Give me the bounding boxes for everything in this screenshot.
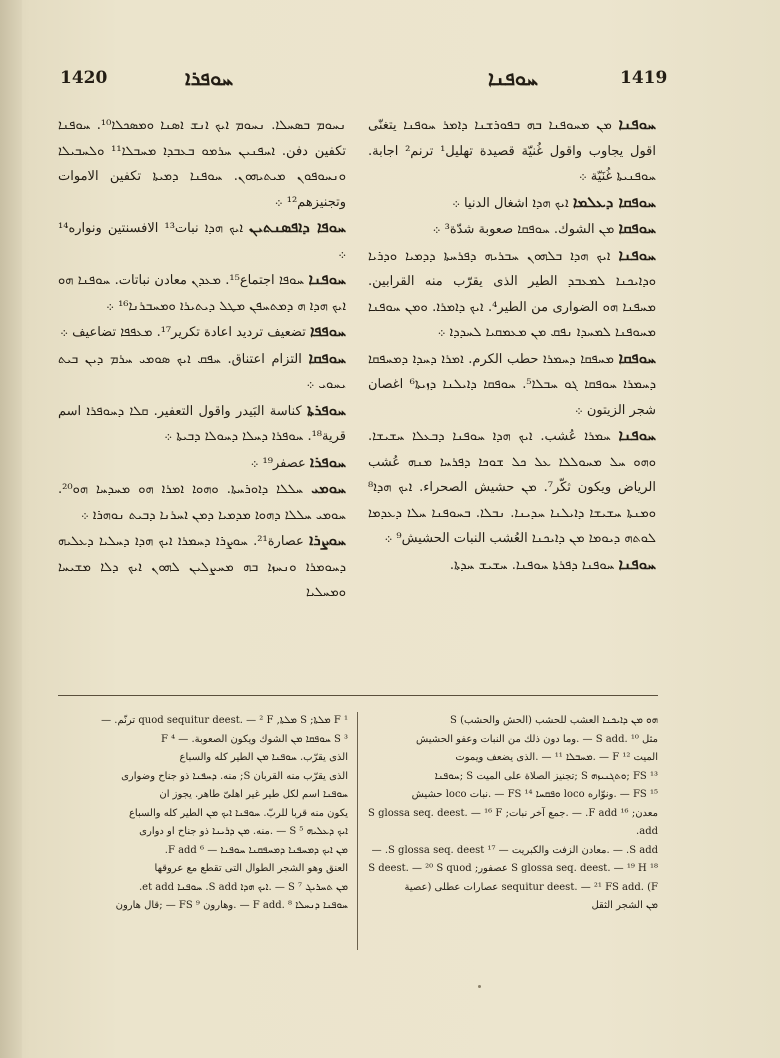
footnotes-right [368,712,658,916]
entry-text: كناسة البَيدر واقول التعفير. ܩܠܐ ܕܚܘܦܪܐ اسم قرية¹⁸. ܚܘܦܪܐ ܕܚܠܐ ܕܚܘܠܐ ܕܒܝܬܐ ܀ [58,403,346,444]
dictionary-entry [58,319,346,346]
dictionary-entry [368,423,656,552]
dictionary-entry [368,552,656,579]
entry-headword: ܚܘܦܢܐ [618,115,656,133]
footnote-line: ܐܝܟ ܕܥܠܝܗ S ⁵ — .منه. ܡܢ ܕܪܝܢܐ ذو جناح او دوارى [139,826,348,837]
dictionary-entry [368,346,656,424]
dictionary-entry [368,243,656,346]
footnote-line: الميت F ¹² — .ܡܚܒܠܐ ¹¹ — .الذى يضعف ويموت [455,752,658,763]
entry-text: ܚܠܠܐ ܕܐܘܪܚܬܐ. ܘܗܘܐ ܐܡܪܐ ܗܘ ܡܚܕܚܐ ܗܘ²⁰. ܚܘܡܝ ܚܠܠܐ ܕܗܘܐ ܡܕܡܝܐ ܕܡܢ ܐܚܪܢܐ ܕܒܝܬ ܢܘܗܪܐ ܀ [58,482,346,523]
entry-text: ܚܘܦܐ اجتماع¹⁵. ܡܥܕܢ معادن نباتات. ܚܘܦܢܐ ܗܘ ܐܝܟ ܗܕܐ ܗ ܕܡܬܚܦܢ ܡܛܠ ܕܝܬܝܪܐ ܘܡܚܒܪܢܐ¹⁶ ܀ [58,273,346,314]
dictionary-entry [58,215,346,267]
dictionary-entry [58,112,346,215]
entry-text: ܐܝܟ ܗܕܐ نبات¹³ الافسنتين ونواره¹⁴ ܀ [58,221,346,262]
dictionary-entry [368,112,656,190]
right-page-number: 1419 [620,68,668,88]
entry-headword: ܚܘܦܩܐ [308,348,346,367]
left-page-number: 1420 [60,68,108,88]
entry-headword: ܚܘܦܪܐ [309,452,346,471]
footnote-rule [58,695,658,696]
entry-text: عصارة²¹. ܚܘܨܪܐ ܕܚܡܪܐ ܐܝܟ ܗܕܐ ܕܚܠܝܐ ܕܥܠܝܗ ܕܚܘܡܪܐ ܘܢܚܙܐ ܒܗ ܡܚܨܠܝܢ ܠܗܘܢ ܐܝܟ ܕܠܐ ܡܫܝܚܐ ܘܡܚܠܝܐ [58,534,346,600]
entry-text: ܚܡܪܐ عُشب. ܐܝܟ ܗܕܐ ܚܘܦܢܐ ܕܒܥܠܐ ܚܫܝܫܐ. ܘܗܘ ܚܠ ܡܚܘܠܠܐ ܥܠ ܟܠ ܫܘܟܐ ܕܦܪܚܐ ܡܢܗ عُشب الرياض ويكون ثكّر⁷. ܡܢ حشيش الصحراء. ܐܝܟ ܗܕܐ⁸ ܘܡܢܬܐ ܚܫܝܫܐ ܕܐܝܠܢܐ ܚܕܝܢܐ. ܢܒܠܐ. ܒܚܘܦܢܐ ܚܠܐ ܕܥܕܡܐ ܠܘܬܗ ܕܝܘܡܐ ܡܢ ܕܐܝܟܢܐ العُشب النبات الحشيش⁹ ܀ [368,429,656,546]
footnote-line: ܡܢ ܐܝܟ ܕܡܚܦܢܐ ܕܡܚܦܩܢܐ ܚܘܦܢܐ — ⁶ F add. [164,844,348,856]
dictionary-entry [58,528,346,606]
footnote-line: الذى يقرّب. ܚܘܦܢܐ ܡܢ الطير كله والسباع [179,752,348,763]
dictionary-entry [58,450,346,477]
footnote-line: ܗܘ ܡܢ ܕܐܝܟܢܐ العشب للحشب (الحش والحشب) S [450,715,658,726]
entry-text: تضعيف ترديد اعادة تكرير¹⁷. ܡܥܦܦܐ تضاعيف ܀ [60,325,306,340]
entry-headword: ܚܘܦܩܐ ܕܥܠܡܐ [572,192,656,211]
footnote-line: يكون منه قربا للربّ. ܚܘܦܢܐ ܐܝܟ ܡܢ الطير كله والسباع [128,807,348,819]
entry-text: ܐܝܟ ܗܕܐ ܒܠܗܘܢ ܚܒܪܝܗ ܕܦܪܚܬܐ ܕܕܡܝܐ ܘܕܪܝܐ ܘܕܐܝܟܢܐ ܠܡܥܒܕ الطير الذى يقرّب منه القرابين. ܡܚܦܢܐ ܗܘ الضوارى من الطير⁴. ܐܝܟ ܕܐܡܪܐ. ܘܡܢ ܚܘܦܢܐ ܡܚܘܦܢܐ ܠܡܚܕܐ ܢܦܩ ܡܢ ܡܥܡܩܝܐ ܠܚܕܕܐ ܀ [368,248,656,340]
footnote-line: ܡܢ ܬܚܪܝܓ S ⁷ — .ܐܝܟ ܗܕܐ S add. ܚܘܦܢܐ et add. [138,881,348,893]
footnote-column-divider [357,712,358,950]
entry-headword: ܚܘܦܩܐ [618,348,656,367]
entry-text: ܡܢ ܡܚܘܦܢܐ ܒܗ ܒܦܘܪܫܢܐ ܕܐܡܪ ܚܘܦܢܐ يتغنّى اقول يجاوب واقول غُنيّة قصيدة تهليل¹ ترنم² اجابة. ܚܘܦܢܝܬܐ غُنَيّة ܀ [368,118,656,184]
paper-speck [478,985,481,988]
entry-headword: ܚܘܦܦܐ [309,322,346,340]
footnote-line: S add. — .معادن الزفت والكبريت — ¹⁷ S glossa seq. deest. — [371,844,658,856]
dictionary-entry [58,346,346,398]
footnote-line: ¹ F ܡܠܬܐ; S ܡܠܬܐ, quod sequitur deest. — ² F ترنّم. — [101,715,348,726]
footnote-line: ¹⁵ FS — .ونوّاره loco ܘܦܩܚܐ ¹⁴ FS — .نبات loco حشيش [411,789,658,800]
entry-text: ܡܢ الشوك. ܚܘܦܩܐ صعوبة شدّة³ ܀ [432,222,615,237]
entry-headword: ܚܘܡܝ [311,479,346,497]
footnote-line: ³ S ܚܘܦܩܐ ܡܢ الشوك ويكون الصعوبة. — ⁴ F [160,733,348,745]
footnote-line: معدن; ¹⁶ F add. — .جمع آخر نبات; S glossa seq. deest. — ¹⁶ F add. [368,807,658,837]
entry-headword: ܚܘܦܪܬܐ [306,400,346,419]
entry-headword: ܚܘܦܢܐ [618,554,656,573]
footnote-line: ܚܘܦܢܐ ܕܢܚܠܐ F add. ⁸ — .وهارون FS ⁹ — ;قال هارون [115,900,348,911]
dictionary-entry [368,190,656,217]
right-head-word: ܚܘܦܢܐ [488,66,538,90]
left-head-word: ܚܘܦܪܐ [185,66,234,90]
dictionary-entry [58,398,346,450]
entry-text: عصفر¹⁹ ܀ [250,455,306,471]
entry-text: ܢܚܘܡ ܒܣܚܠܐ. ܢܚܘܡ ܐܝܟ ܐܢܫ ܐܣܢܐ ܘܡܣܟܠܐ¹⁰. ܚܘܦܢܐ تكفين دفن. ܐܚܦܢܝܢ ܚܪܡܘ ܒܥܒܕܐ ܡܚܒܠܐ¹¹ ܘܠܚܒܝܠܐ ܘܢܚܘܦܘܢ ܡܝܬܝܗܘܢ. ܚܘܦܢܐ ܕܡܝܬܐ تكفين الاموات وتجنيزهم¹² ܀ [58,118,346,210]
entry-headword: ܚܘܦܩܐ [618,219,656,237]
entry-text: ܡܚܦܩܐ ܕܚܡܪܐ حطب الكرم. ܐܡܪܐ ܕܚܕܐ ܕܡܚܦܩܐ ܕܚܡܪܐ ܚܘܦܩܐ ܓܘ ܚܒܠܐ⁵. ܚܘܦܩܐ ܕܐܝܠܢܐ ܕܙܝܬܐ⁶ اغصان شجر الزيتون ܀ [368,351,657,418]
footnote-line: sequitur deest. — ²¹ FS add. (F عصارات عطلى (عصية [404,881,658,893]
footnotes-left [58,712,348,916]
right-column [368,112,656,578]
dictionary-entry [58,476,346,528]
footnote-line: ܡܢ الشجر الثقل [591,900,658,911]
entry-text: ܚܘܦܢܐ ܕܦܪܬܐ ܚܘܦܢܐ. ܚܫܝܫ ܚܕܬܐ. [449,557,615,573]
footnote-line: مثل S add. ¹⁰ — .وما دون ذلك من النبات وعفو الحشيش [416,733,658,745]
footnote-line: ¹⁸ S glossa seq. deest. — ¹⁹ H عصفور; S deest. — ²⁰ S quod [368,863,658,874]
dictionary-entry [368,216,656,243]
footnote-line: ܚܘܦܢܐ اسم لكل طير غير اهلىّ طاهر. يجوز ان [159,789,348,800]
entry-headword: ܚܘܨܪܐ [309,531,346,549]
footnote-line: الذى يقرّب منه القربان S; منه. ܕܚܦܢܐ ذو جناح وضوارى [121,770,348,782]
footnote-line: ¹³ FS ;ܘܬܓܢܝܙܗ S ;تجنيز الصلاة على الميت S ;ܚܘܦܢܐ [434,770,658,782]
entry-text: ܐܝܟ ܗܕܐ اشغال الدنيا ܀ [452,195,569,211]
dictionary-entry [58,267,346,319]
entry-headword: ܚܘܦܢܐ [618,245,656,264]
entry-headword: ܚܘܦܢܐ [308,270,346,288]
entry-text: التزام اعتناق. ܚܦܩ ܐܝܟ ܣܘܡܝ ܚܪܡ ܕܝܢ ܒܝܬ ܝܚܘܝ ܀ [58,351,346,392]
footnote-line: العنق وهو الشجر الطوال التى تقطع مع عروقها [154,863,348,874]
left-column [58,112,346,606]
entry-headword: ܚܘܦܢܐ [618,426,656,444]
binding-edge [0,0,22,1058]
entry-headword: ܚܘܦܐ ܕܐܦܣܢܬܝܢ [249,218,346,236]
